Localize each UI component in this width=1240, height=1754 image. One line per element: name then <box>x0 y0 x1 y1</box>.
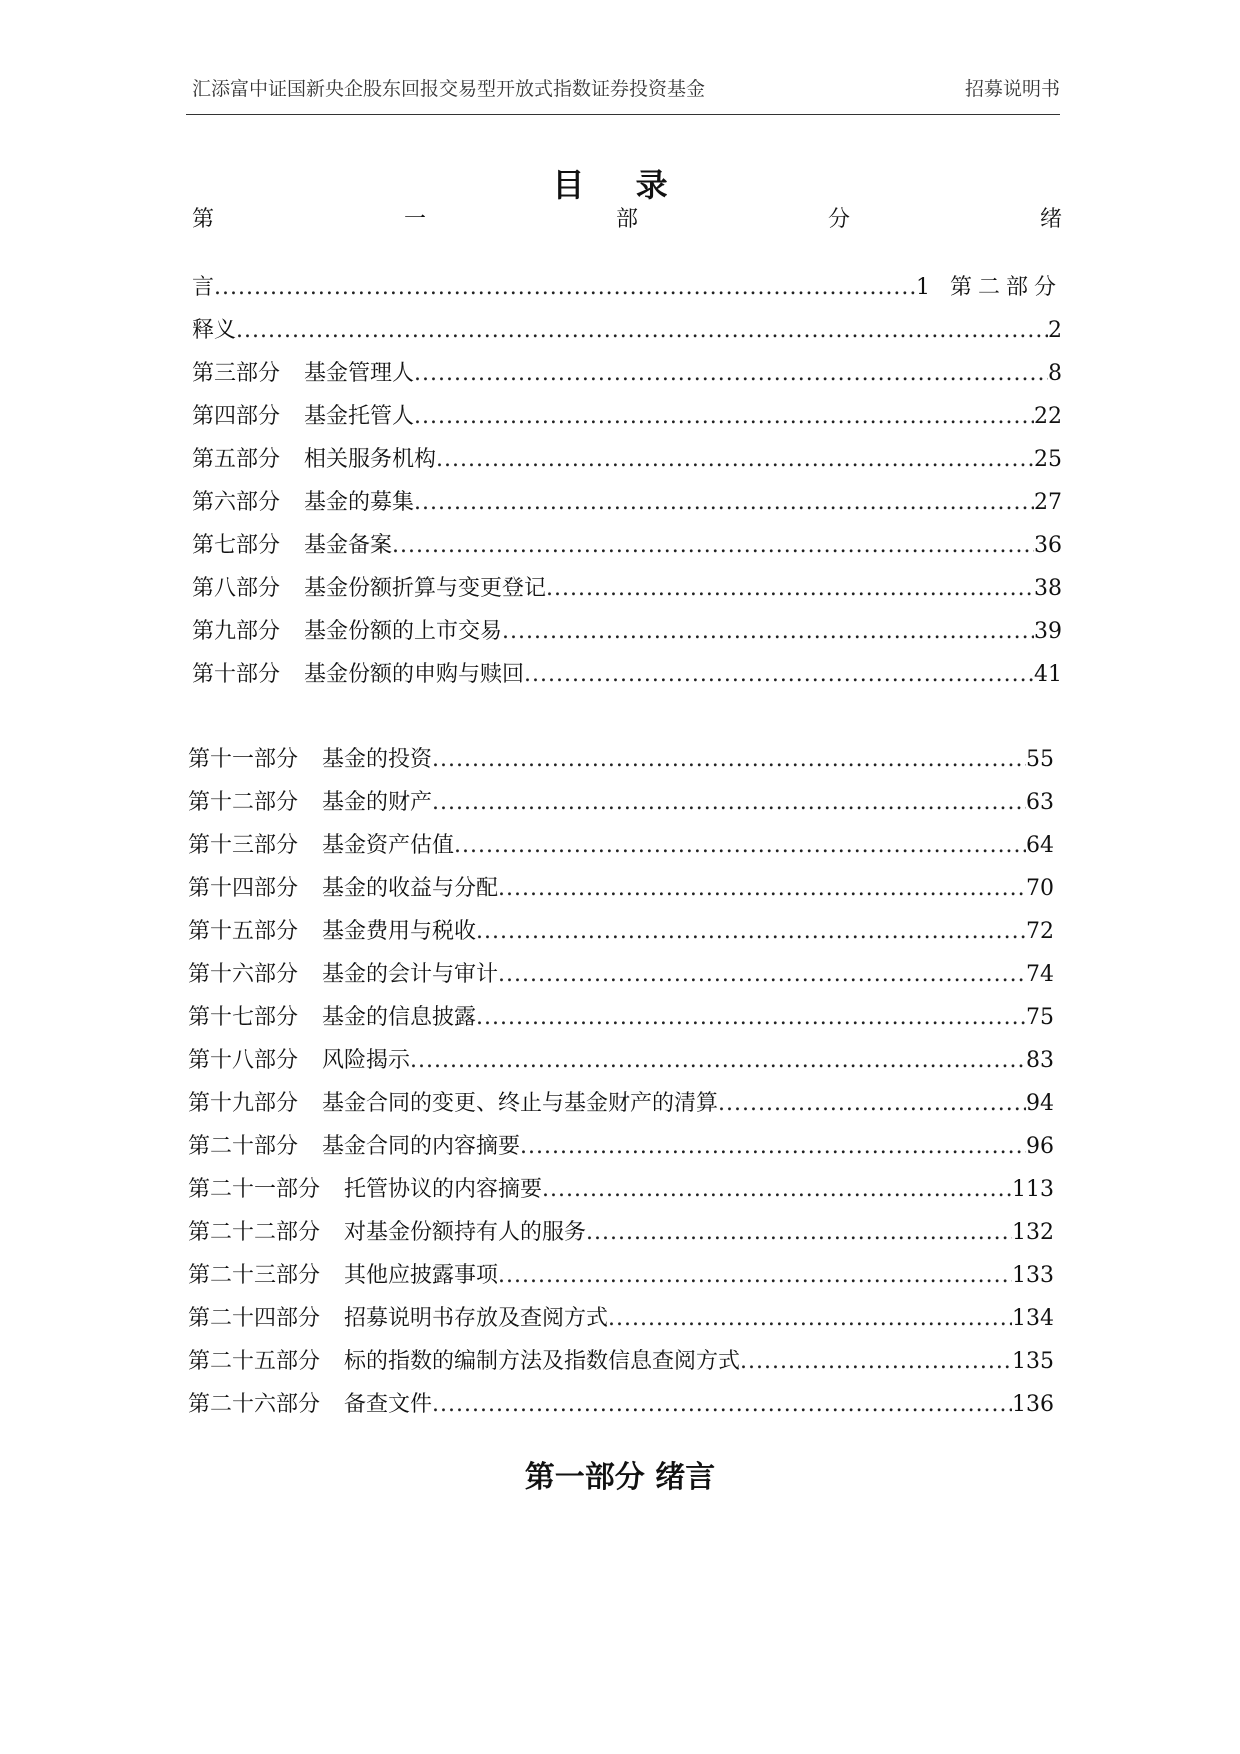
toc-entry-title: 托管协议的内容摘要 <box>344 1177 543 1202</box>
toc-entry[interactable] <box>188 1043 1054 1075</box>
toc-entry-1-char: 分 <box>827 207 850 232</box>
toc-entry[interactable] <box>192 571 1062 603</box>
toc-entry-title: 风险揭示 <box>322 1048 411 1073</box>
toc-entry-title: 基金的募集 <box>304 490 415 515</box>
toc-entry[interactable] <box>188 828 1054 860</box>
toc-entry[interactable] <box>192 399 1062 431</box>
toc-dot-leader <box>414 490 1034 515</box>
toc-entry-number: 第十二部分 <box>188 790 299 815</box>
toc-entry[interactable] <box>192 356 1062 388</box>
toc-entry-number: 第三部分 <box>192 361 281 386</box>
toc-entry-title: 招募说明书存放及查阅方式 <box>344 1306 609 1331</box>
toc-entry-1-char: 绪 <box>1039 207 1062 232</box>
toc-dot-leader <box>454 833 1026 858</box>
toc-page-number: 132 <box>1012 1220 1054 1245</box>
toc-page-number: 94 <box>1026 1091 1054 1116</box>
toc-entry-title: 基金合同的内容摘要 <box>322 1134 521 1159</box>
toc-page-number: 36 <box>1034 533 1062 558</box>
toc-dot-leader <box>414 404 1034 429</box>
toc-dot-leader <box>524 662 1034 687</box>
toc-entry[interactable] <box>188 785 1054 817</box>
toc-page-number: 96 <box>1026 1134 1054 1159</box>
toc-entry-title: 基金的收益与分配 <box>322 876 499 901</box>
toc-entry-number: 第十九部分 <box>188 1091 299 1116</box>
toc-entry-2-line2[interactable] <box>192 313 1062 345</box>
toc-entry-title: 基金托管人 <box>304 404 415 429</box>
toc-page-number: 27 <box>1034 490 1062 515</box>
toc-dot-leader <box>476 1005 1026 1030</box>
toc-entry[interactable] <box>188 1000 1054 1032</box>
toc-page-number: 75 <box>1026 1005 1054 1030</box>
toc-entry[interactable] <box>192 485 1062 517</box>
toc-entry-title: 基金合同的变更、终止与基金财产的清算 <box>322 1091 719 1116</box>
toc-entry-2-number: 第二部分 <box>949 275 1062 300</box>
toc-page-number: 39 <box>1034 619 1062 644</box>
toc-dot-leader <box>498 962 1026 987</box>
toc-page-number: 74 <box>1026 962 1054 987</box>
toc-entry[interactable] <box>188 742 1054 774</box>
toc-entry-number: 第二十五部分 <box>188 1349 321 1374</box>
toc-dot-leader <box>520 1134 1026 1159</box>
toc-entry[interactable] <box>192 614 1062 646</box>
toc-entry-title: 基金的会计与审计 <box>322 962 499 987</box>
toc-page-number: 25 <box>1034 447 1062 472</box>
toc-entry-number: 第十三部分 <box>188 833 299 858</box>
toc-page-number: 113 <box>1012 1177 1054 1202</box>
toc-entry-number: 第十四部分 <box>188 876 299 901</box>
toc-entry-number: 第十七部分 <box>188 1005 299 1030</box>
toc-entry-number: 第五部分 <box>192 447 281 472</box>
toc-entry[interactable] <box>188 957 1054 989</box>
toc-entry-number: 第十一部分 <box>188 747 299 772</box>
toc-page-number: 1 <box>915 275 930 300</box>
toc-entry-title: 基金份额的上市交易 <box>304 619 503 644</box>
toc-page-number: 72 <box>1026 919 1054 944</box>
toc-page-number: 8 <box>1048 361 1062 386</box>
toc-entry[interactable] <box>188 1301 1054 1333</box>
toc-page-number: 63 <box>1026 790 1054 815</box>
toc-entry-title: 基金的投资 <box>322 747 433 772</box>
section-heading: 第一部分 绪言 <box>524 1460 716 1495</box>
toc-entry-title: 基金的信息披露 <box>322 1005 477 1030</box>
toc-dot-leader <box>432 1392 1012 1417</box>
toc-dot-leader <box>436 447 1034 472</box>
toc-entry-number: 第二十六部分 <box>188 1392 321 1417</box>
toc-entry[interactable] <box>188 1172 1054 1204</box>
toc-page-number: 83 <box>1026 1048 1054 1073</box>
toc-entry[interactable] <box>188 1129 1054 1161</box>
toc-entry-title: 其他应披露事项 <box>344 1263 499 1288</box>
toc-entry-number: 第七部分 <box>192 533 281 558</box>
toc-dot-leader <box>432 790 1026 815</box>
toc-entry-number: 第六部分 <box>192 490 281 515</box>
toc-entry[interactable] <box>192 442 1062 474</box>
toc-entry[interactable] <box>188 871 1054 903</box>
toc-entry-title: 标的指数的编制方法及指数信息查阅方式 <box>344 1349 741 1374</box>
toc-dot-leader <box>476 919 1026 944</box>
toc-page-number: 64 <box>1026 833 1054 858</box>
toc-entry[interactable] <box>188 1215 1054 1247</box>
toc-dot-leader <box>718 1091 1026 1116</box>
toc-dot-leader <box>586 1220 1012 1245</box>
toc-entry[interactable] <box>188 1086 1054 1118</box>
toc-entry-title: 对基金份额持有人的服务 <box>344 1220 587 1245</box>
toc-page-number: 133 <box>1012 1263 1054 1288</box>
toc-dot-leader <box>432 747 1026 772</box>
toc-page-number: 136 <box>1012 1392 1054 1417</box>
toc-entry[interactable] <box>188 1387 1054 1419</box>
toc-entry-title: 基金的财产 <box>322 790 433 815</box>
toc-entry[interactable] <box>192 657 1062 689</box>
toc-dot-leader <box>214 275 916 300</box>
toc-entry-number: 第二十部分 <box>188 1134 299 1159</box>
toc-entry-number: 第十八部分 <box>188 1048 299 1073</box>
page-header <box>186 74 1060 115</box>
toc-entry-title: 言 <box>192 275 215 300</box>
toc-dot-leader <box>236 318 1048 343</box>
toc-dot-leader <box>740 1349 1012 1374</box>
toc-entry-title: 基金管理人 <box>304 361 415 386</box>
header-doc-type: 招募说明书 <box>964 78 1060 100</box>
toc-dot-leader <box>498 1263 1012 1288</box>
toc-page-number: 70 <box>1026 876 1054 901</box>
toc-entry-title: 释义 <box>192 318 237 343</box>
toc-entry-title: 基金资产估值 <box>322 833 455 858</box>
toc-entry[interactable] <box>188 1344 1054 1376</box>
toc-entry-number: 第九部分 <box>192 619 281 644</box>
toc-entry-number: 第四部分 <box>192 404 281 429</box>
toc-page-number: 2 <box>1048 318 1062 343</box>
toc-dot-leader <box>410 1048 1026 1073</box>
toc-page-number: 135 <box>1012 1349 1054 1374</box>
toc-entry-number: 第十部分 <box>192 662 281 687</box>
toc-dot-leader <box>546 576 1034 601</box>
toc-dot-leader <box>392 533 1034 558</box>
toc-entry-number: 第八部分 <box>192 576 281 601</box>
toc-dot-leader <box>414 361 1048 386</box>
toc-page-number: 134 <box>1012 1306 1054 1331</box>
toc-entry-1-line2[interactable] <box>192 270 1062 302</box>
toc-dot-leader <box>498 876 1026 901</box>
toc-entry-number: 第二十一部分 <box>188 1177 321 1202</box>
toc-entry-number: 第二十三部分 <box>188 1263 321 1288</box>
toc-dot-leader <box>542 1177 1012 1202</box>
toc-entry[interactable] <box>192 528 1062 560</box>
toc-entry-number: 第二十二部分 <box>188 1220 321 1245</box>
toc-dot-leader <box>608 1306 1012 1331</box>
toc-page-number: 55 <box>1026 747 1054 772</box>
toc-page-number: 22 <box>1034 404 1062 429</box>
toc-entry-1-char: 一 <box>403 207 426 232</box>
toc-entry-title: 基金份额折算与变更登记 <box>304 576 547 601</box>
toc-entry[interactable] <box>188 1258 1054 1290</box>
toc-entry-title: 备查文件 <box>344 1392 433 1417</box>
toc-dot-leader <box>502 619 1034 644</box>
toc-entry[interactable] <box>188 914 1054 946</box>
toc-entry-number: 第十六部分 <box>188 962 299 987</box>
toc-page-number: 38 <box>1034 576 1062 601</box>
toc-entry-number: 第二十四部分 <box>188 1306 321 1331</box>
toc-entry-1-char: 部 <box>615 207 638 232</box>
toc-entry-1-line1 <box>192 202 1062 234</box>
toc-entry-number: 第十五部分 <box>188 919 299 944</box>
toc-entry-title: 相关服务机构 <box>304 447 437 472</box>
toc-entry-1-char: 第 <box>192 207 215 232</box>
toc-page-number: 41 <box>1034 662 1062 687</box>
toc-entry-title: 基金份额的申购与赎回 <box>304 662 525 687</box>
toc-title: 目 录 <box>552 166 688 204</box>
toc-entry-title: 基金费用与税收 <box>322 919 477 944</box>
toc-entry-title: 基金备案 <box>304 533 393 558</box>
header-fund-name: 汇添富中证国新央企股东回报交易型开放式指数证券投资基金 <box>192 78 706 100</box>
